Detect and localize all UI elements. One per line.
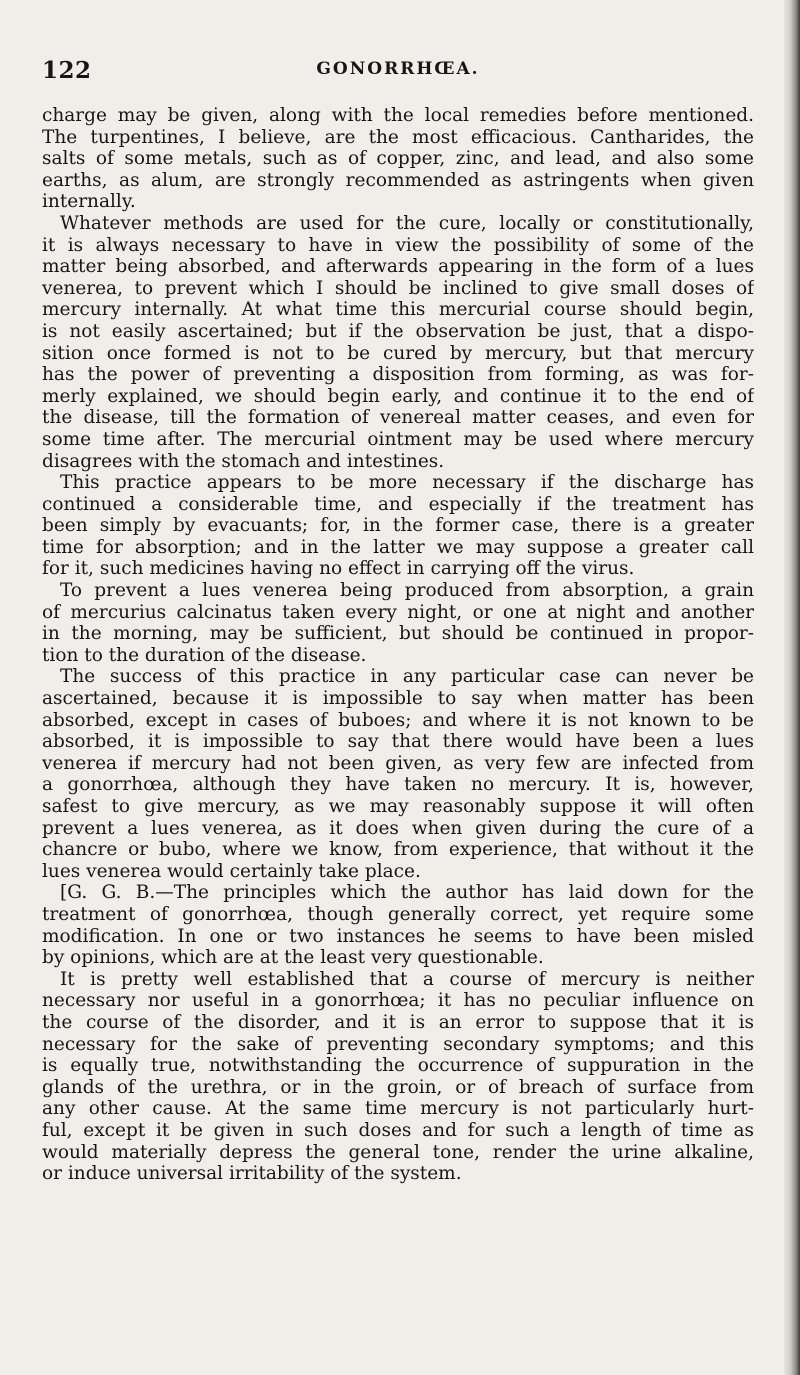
text-line: venerea if mercury had not been given, as very few are infected from [42, 752, 754, 774]
text-line: prevent a lues venerea, as it does when given during the cure of a [42, 817, 754, 839]
text-line: any other cause. At the same time mercury is not particularly hurt- [42, 1098, 754, 1120]
running-title: GONORRHŒA. [316, 59, 480, 79]
text-line: internally. [42, 191, 136, 213]
text-line: treatment of gonorrhœa, though generally correct, yet require some [42, 903, 754, 925]
text-line: it is always necessary to have in view the possibility of some of the [42, 234, 754, 256]
text-line: glands of the urethra, or in the groin, or of breach of surface from [42, 1076, 754, 1098]
text-line: has the power of preventing a disposition from forming, as was for- [42, 364, 754, 386]
text-line: some time after. The mercurial ointment may be used where mercury [42, 428, 754, 450]
text-line: disagrees with the stomach and intestines. [42, 450, 445, 472]
text-line: This practice appears to be more necessary if the discharge has [60, 472, 754, 494]
text-line: The turpentines, I believe, are the most efficacious. Cantharides, the [42, 126, 754, 148]
text-line: The success of this practice in any particular case can never be [60, 666, 754, 688]
text-line: lues venerea would certainly take place. [42, 860, 421, 882]
text-line: merly explained, we should begin early, and continue it to the end of [42, 385, 754, 407]
text-line: ful, except it be given in such doses and for such a length of time as [42, 1119, 754, 1141]
page-number: 122 [42, 57, 92, 84]
body-text [42, 105, 754, 1185]
text-line: the course of the disorder, and it is an error to suppose that it is [42, 1011, 754, 1033]
text-line: time for absorption; and in the latter we may suppose a greater call [42, 536, 754, 558]
text-line: or induce universal irritability of the system. [42, 1163, 462, 1185]
text-line: would materially depress the general tone, render the urine alkaline, [42, 1141, 754, 1163]
text-line: absorbed, except in cases of buboes; and where it is not known to be [42, 709, 754, 731]
text-line: Whatever methods are used for the cure, locally or constitutionally, [60, 212, 754, 234]
text-line: [G. G. B.—The principles which the author has laid down for the [60, 882, 754, 904]
text-line: mercury internally. At what time this mercurial course should begin, [42, 299, 754, 321]
text-line: is not easily ascertained; but if the observation be just, that a dispo- [42, 320, 754, 342]
text-line: earths, as alum, are strongly recommended as astringents when given [42, 169, 754, 191]
text-line: been simply by evacuants; for, in the former case, there is a greater [42, 515, 754, 537]
text-line: sition once formed is not to be cured by mercury, but that mercury [42, 342, 754, 364]
text-line: venerea, to prevent which I should be inclined to give small doses of [42, 277, 754, 299]
text-line: continued a considerable time, and especially if the treatment has [42, 493, 754, 515]
text-line: the disease, till the formation of venereal matter ceases, and even for [42, 407, 754, 429]
text-line: To prevent a lues venerea being produced from absorption, a grain [60, 580, 754, 602]
text-line: in the morning, may be sufficient, but should be continued in propor- [42, 623, 754, 645]
text-line: modification. In one or two instances he seems to have been misled [42, 925, 754, 947]
page-header [42, 57, 754, 85]
text-line: for it, such medicines having no effect in carrying off the virus. [42, 558, 635, 580]
text-line: necessary nor useful in a gonorrhœa; it has no peculiar influence on [42, 990, 754, 1012]
text-line: safest to give mercury, as we may reasonably suppose it will often [42, 796, 754, 817]
text-line: tion to the duration of the disease. [42, 644, 367, 666]
text-line: ascertained, because it is impossible to say when matter has been [42, 688, 754, 710]
text-line: absorbed, it is impossible to say that there would have been a lues [42, 731, 754, 753]
text-line: salts of some metals, such as of copper, zinc, and lead, and also some [42, 148, 754, 170]
text-line: is equally true, notwithstanding the occurrence of suppuration in the [42, 1055, 754, 1077]
text-line: charge may be given, along with the local remedies before mentioned. [42, 105, 754, 126]
text-line: matter being absorbed, and afterwards appearing in the form of a lues [42, 256, 754, 278]
text-line: a gonorrhœa, although they have taken no mercury. It is, however, [42, 774, 754, 796]
page-edge-shadow [784, 0, 800, 1375]
text-line: necessary for the sake of preventing secondary symptoms; and this [42, 1033, 754, 1055]
text-line: by opinions, which are at the least very questionable. [42, 947, 544, 969]
text-line: of mercurius calcinatus taken every night, or one at night and another [42, 601, 754, 623]
text-line: It is pretty well established that a course of mercury is neither [60, 968, 754, 990]
text-line: chancre or bubo, where we know, from experience, that without it the [42, 839, 754, 861]
